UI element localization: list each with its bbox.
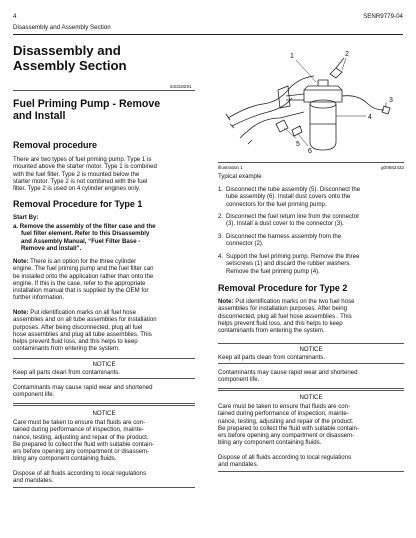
contaminants-paragraph <box>13 384 198 399</box>
callout-2: 2 <box>345 51 349 58</box>
document-number: SENR9779-04 <box>363 13 403 20</box>
callout-5: 5 <box>296 141 300 148</box>
notice-rule <box>13 403 195 404</box>
note-line: helps prevent fluid loss, and this helps to keep <box>13 338 138 346</box>
intro-paragraph <box>13 156 198 192</box>
notice-rule <box>218 388 404 389</box>
callout-1: 1 <box>290 53 294 60</box>
paragraph-line: component life. <box>218 376 260 384</box>
intro-line: with the fuel filter. Type 2 is mounted below the <box>13 170 140 178</box>
reference-code: i02318291 <box>170 84 192 89</box>
fluid-notice-text <box>218 403 404 447</box>
note-line: assemblies and on all tube assemblies for installation <box>13 316 157 324</box>
callout-6: 6 <box>308 148 312 155</box>
notice-line: Care must be taken to ensure that fluids are con- <box>218 403 351 410</box>
step-number: 3. <box>218 233 224 240</box>
step-line: tube assembly (6). Install dust covers onto the <box>226 193 351 201</box>
dispose-paragraph <box>218 454 404 469</box>
illustration-caption: Typical example <box>218 173 262 180</box>
notice-title: NOTICE <box>92 361 116 368</box>
note-line: assemblies for installation purposes. After being <box>218 305 348 313</box>
illustration-rule <box>218 162 404 163</box>
notice-rule <box>13 405 195 406</box>
paragraph-line: and mandates. <box>218 461 259 469</box>
note-line: contaminants from entering the system. <box>218 327 325 335</box>
fuel-priming-pump-illustration <box>218 46 404 158</box>
notice-rule <box>218 343 404 344</box>
note-three-cylinder <box>13 258 198 302</box>
step-line: setscrews (1) and discard the rubber washers. <box>226 260 351 268</box>
step-number: 2. <box>218 213 224 220</box>
note-line: Put identification marks on the two fuel hose <box>233 298 355 305</box>
intro-line: starter motor. Type 2 is not combined with the fuel <box>13 177 148 185</box>
paragraph-line: Contaminants may cause rapid wear and shortened <box>13 384 153 391</box>
step-number: 4. <box>218 253 224 260</box>
type1-heading: Removal Procedure for Type 1 <box>13 199 143 209</box>
start-by-item <box>13 223 198 252</box>
notice-line: bling any component containing fluids. <box>13 455 117 463</box>
paragraph-line: Dispose of all fluids according to local regulations <box>13 470 147 477</box>
note-line: installation manual that is supplied by the OEM for <box>13 287 149 295</box>
notice-line: Be prepared to collect the fluid with suitable contain- <box>218 424 359 432</box>
note-line: hose assemblies and plug all tube assemblies. This <box>13 330 152 338</box>
topic-title-line1: Fuel Priming Pump - Remove <box>13 98 161 110</box>
note-type2-identification <box>218 298 404 334</box>
notice-line: Care must be taken to ensure that fluids are con- <box>13 419 146 426</box>
step-line: Disconnect the tube assembly (5). Disconnect the <box>226 186 361 193</box>
header-rule <box>13 34 403 35</box>
step-line: Disconnect the fuel return line from the connector <box>226 213 360 220</box>
step-line: Support the fuel priming pump. Remove the three <box>226 253 360 260</box>
notice-line: nance, testing, adjusting and repair of the product. <box>13 433 149 441</box>
note-line: Put identification marks on all fuel hose <box>28 309 136 316</box>
fluid-notice-text <box>13 419 195 463</box>
step-line: connector (2). <box>226 240 264 248</box>
note-line: There is an option for the three cylinder <box>28 258 137 265</box>
topic-rule <box>13 90 195 91</box>
illustration-label: Illustration 1 <box>218 165 243 170</box>
notice-line: tained during performance of inspection, mainte- <box>218 410 349 418</box>
paragraph-line: Dispose of all fluids according to local regulations <box>218 454 352 461</box>
notice-title: NOTICE <box>299 394 323 401</box>
notice-text: Keep all parts clean from contaminants. <box>218 354 326 361</box>
start-item-line: and Assembly Manual, “Fuel Filter Base - <box>21 237 141 245</box>
note-label: Note: <box>13 258 29 265</box>
paragraph-line: component life. <box>13 391 55 399</box>
step-line: connectors for the fuel priming pump. <box>226 200 327 208</box>
start-item-line: Remove and Install”. <box>21 244 82 252</box>
notice-line: nance, testing, adjusting and repair of the product. <box>218 417 354 425</box>
notice-rule <box>218 390 404 391</box>
start-item-line: a. Remove the assembly of the filter case and the <box>13 223 156 230</box>
step-line: Remove the fuel priming pump (4). <box>226 267 320 275</box>
notice-line: tained during performance of inspection, mainte- <box>13 426 144 434</box>
notice-title: NOTICE <box>92 410 116 417</box>
intro-line: There are two types of fuel priming pump. Type 1 is <box>13 156 152 163</box>
removal-procedure-heading: Removal procedure <box>13 140 98 150</box>
notice-line: ers before opening any compartment or disassem- <box>218 432 355 440</box>
notice-rule <box>218 363 404 364</box>
intro-line: mounted above the starter motor. Type 1 is combined <box>13 163 157 171</box>
section-title-line1: Disassembly and <box>13 43 121 58</box>
note-line: contaminants from entering the system. <box>13 345 120 353</box>
note-line: disconnected, plug all fuel hose assemblies . This <box>218 312 352 320</box>
note-line: helps prevent fluid loss, and this helps to keep <box>218 319 343 327</box>
callout-4: 4 <box>368 114 372 121</box>
start-item-line: fuel filter element. Refer to this Disassembly <box>21 230 150 238</box>
step-number: 1. <box>218 186 224 193</box>
note-line: engine. If this is the case, refer to the appropriate <box>13 279 146 287</box>
section-title-line2: Assembly Section <box>13 58 127 73</box>
notice-line: bling any component containing fluids. <box>218 439 322 447</box>
paragraph-line: Contaminants may cause rapid wear and shortened <box>218 369 358 376</box>
notice-line: ers before opening any compartment or disassem- <box>13 448 150 456</box>
notice-rule <box>218 471 404 472</box>
callout-3: 3 <box>389 97 393 104</box>
contaminants-paragraph <box>218 369 404 384</box>
note-label: Note: <box>218 298 234 305</box>
note-line: further information. <box>13 294 65 302</box>
note-identification-marks <box>13 309 198 353</box>
step-line: Disconnect the harness assembly from the <box>226 233 342 240</box>
topic-title-line2: and Install <box>13 110 66 122</box>
note-line: be installed onto the application rather than onto the <box>13 272 154 280</box>
note-label: Note: <box>13 309 29 316</box>
note-line: engine. The fuel priming pump and the fuel filter can <box>13 265 154 273</box>
notice-line: Be prepared to collect the fluid with suitable contain- <box>13 440 154 448</box>
notice-rule <box>13 358 195 359</box>
page-number: 4 <box>13 13 17 20</box>
type2-heading: Removal Procedure for Type 2 <box>218 283 348 293</box>
dispose-paragraph <box>13 470 198 485</box>
note-line: purposes. After being disconnected, plug all fuel <box>13 323 143 331</box>
paragraph-line: and mandates. <box>13 477 54 485</box>
notice-rule <box>13 378 195 379</box>
notice-rule <box>13 487 195 488</box>
start-by-label: Start By: <box>13 214 39 221</box>
running-section-name: Disassembly and Assembly Section <box>13 24 111 31</box>
notice-text: Keep all parts clean from contaminants. <box>13 369 121 376</box>
intro-line: filter. Type 2 is used on 4 cylinder engines only. <box>13 185 141 193</box>
illustration-code: g00682432 <box>381 165 404 170</box>
notice-title: NOTICE <box>299 346 323 353</box>
step-line: (3). Install a dust cover to the connector (3). <box>226 220 344 228</box>
